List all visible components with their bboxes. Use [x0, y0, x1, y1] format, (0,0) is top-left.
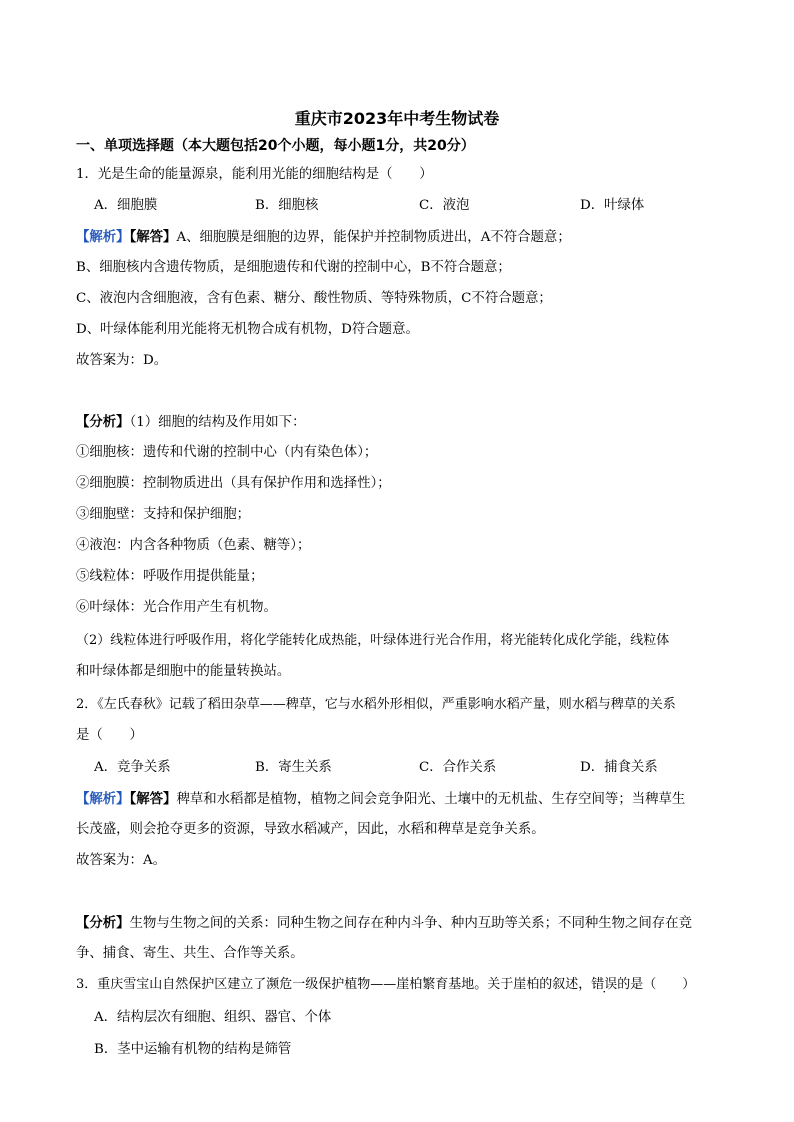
- q1-analysis-line-2b: 和叶绿体都是细胞中的能量转换站。: [76, 664, 291, 679]
- q1-item-3: ③细胞壁：支持和保护细胞；: [76, 507, 251, 522]
- q1-option-d: D．叶绿体: [580, 198, 645, 213]
- q2-analysis-text-1: 生物与生物之间的关系：同种生物之间存在种内斗争、种内互助等关系；不同种生物之间存在竞: [129, 916, 692, 931]
- q3-option-a: A．结构层次有细胞、组织、器官、个体: [94, 1010, 332, 1025]
- q3-emphasis: 错误: [591, 977, 618, 992]
- q2-analysis-line-1: [76, 913, 692, 934]
- q2-option-c: C．合作关系: [419, 760, 497, 775]
- analysis-tag: 【解析】: [76, 791, 130, 807]
- q3-stem-suffix: 的是（ ）: [617, 977, 696, 992]
- q1-option-c: C．液泡: [419, 198, 470, 213]
- q2-answer-line-1: [76, 789, 685, 810]
- q1-final-answer: 故答案为：D。: [76, 353, 168, 368]
- question-2-stem: 2．《左氏春秋》记载了稻田杂草——稗草，它与水稻外形相似，严重影响水稻产量，则水稻与稗草的关系: [76, 697, 676, 712]
- q1-answer-line-4: D、叶绿体能利用光能将无机物合成有机物，D符合题意。: [76, 322, 419, 337]
- q1-item-1: ①细胞核：遗传和代谢的控制中心（内有染色体）；: [76, 445, 378, 460]
- q1-answer-line-1: [76, 227, 571, 248]
- commentary-tag: 【分析】: [76, 915, 130, 931]
- q1-item-5: ⑤线粒体：呼吸作用提供能量；: [76, 569, 264, 584]
- solution-tag: 【解答】: [129, 791, 177, 807]
- q2-option-d: D．捕食关系: [580, 760, 658, 775]
- q1-answer-line-3: C、液泡内含细胞液，含有色素、糖分、酸性物质、等特殊物质，C不符合题意；: [76, 291, 552, 306]
- q2-option-a: A．竞争关系: [94, 760, 171, 775]
- question-2-stem-cont: 是（ ）: [76, 728, 143, 743]
- section-heading: 一、单项选择题（本大题包括20个小题，每小题1分，共20分）: [76, 138, 475, 154]
- q1-answer-line-2: B、细胞核内含遗传物质，是细胞遗传和代谢的控制中心，B不符合题意；: [76, 260, 511, 275]
- q1-item-6: ⑥叶绿体：光合作用产生有机物。: [76, 600, 277, 615]
- q1-analysis-line-2a: （2）线粒体进行呼吸作用，将化学能转化成热能，叶绿体进行光合作用，将光能转化成化学能，线粒体: [76, 633, 670, 648]
- question-3-stem: [76, 975, 695, 995]
- commentary-tag: 【分析】: [76, 414, 130, 430]
- question-1-stem: 1．光是生命的能量源泉，能利用光能的细胞结构是（ ）: [76, 167, 433, 182]
- q2-answer-line-2: 长茂盛，则会抢夺更多的资源，导致水稻减产，因此，水稻和稗草是竞争关系。: [76, 822, 545, 837]
- q1-answer-text-1: A、细胞膜是细胞的边界，能保护并控制物质进出，A不符合题意；: [176, 230, 571, 245]
- q3-stem-prefix: 3．重庆雪宝山自然保护区建立了濒危一级保护植物——崖柏繁育基地。关于崖柏的叙述，: [76, 977, 592, 992]
- analysis-tag: 【解析】: [76, 229, 130, 245]
- q2-answer-text-1: 稗草和水稻都是植物，植物之间会竞争阳光、土壤中的无机盐、生存空间等；当稗草生: [176, 792, 686, 807]
- q2-option-b: B．寄生关系: [255, 760, 332, 775]
- q1-analysis-text-1: （1）细胞的结构及作用如下：: [129, 415, 306, 430]
- q1-item-4: ④液泡：内含各种物质（色素、糖等）；: [76, 538, 311, 553]
- q2-analysis-line-2: 争、捕食、寄生、共生、合作等关系。: [76, 946, 304, 961]
- q1-analysis-line-1: [76, 412, 305, 433]
- q3-option-b: B．茎中运输有机物的结构是筛管: [94, 1042, 292, 1057]
- q1-option-a: A．细胞膜: [94, 198, 158, 213]
- page-title: 重庆市2023年中考生物试卷: [294, 109, 500, 128]
- q1-item-2: ②细胞膜：控制物质进出（具有保护作用和选择性）；: [76, 476, 391, 491]
- q2-final-answer: 故答案为：A。: [76, 853, 167, 868]
- solution-tag: 【解答】: [129, 229, 177, 245]
- q1-option-b: B．细胞核: [255, 198, 319, 213]
